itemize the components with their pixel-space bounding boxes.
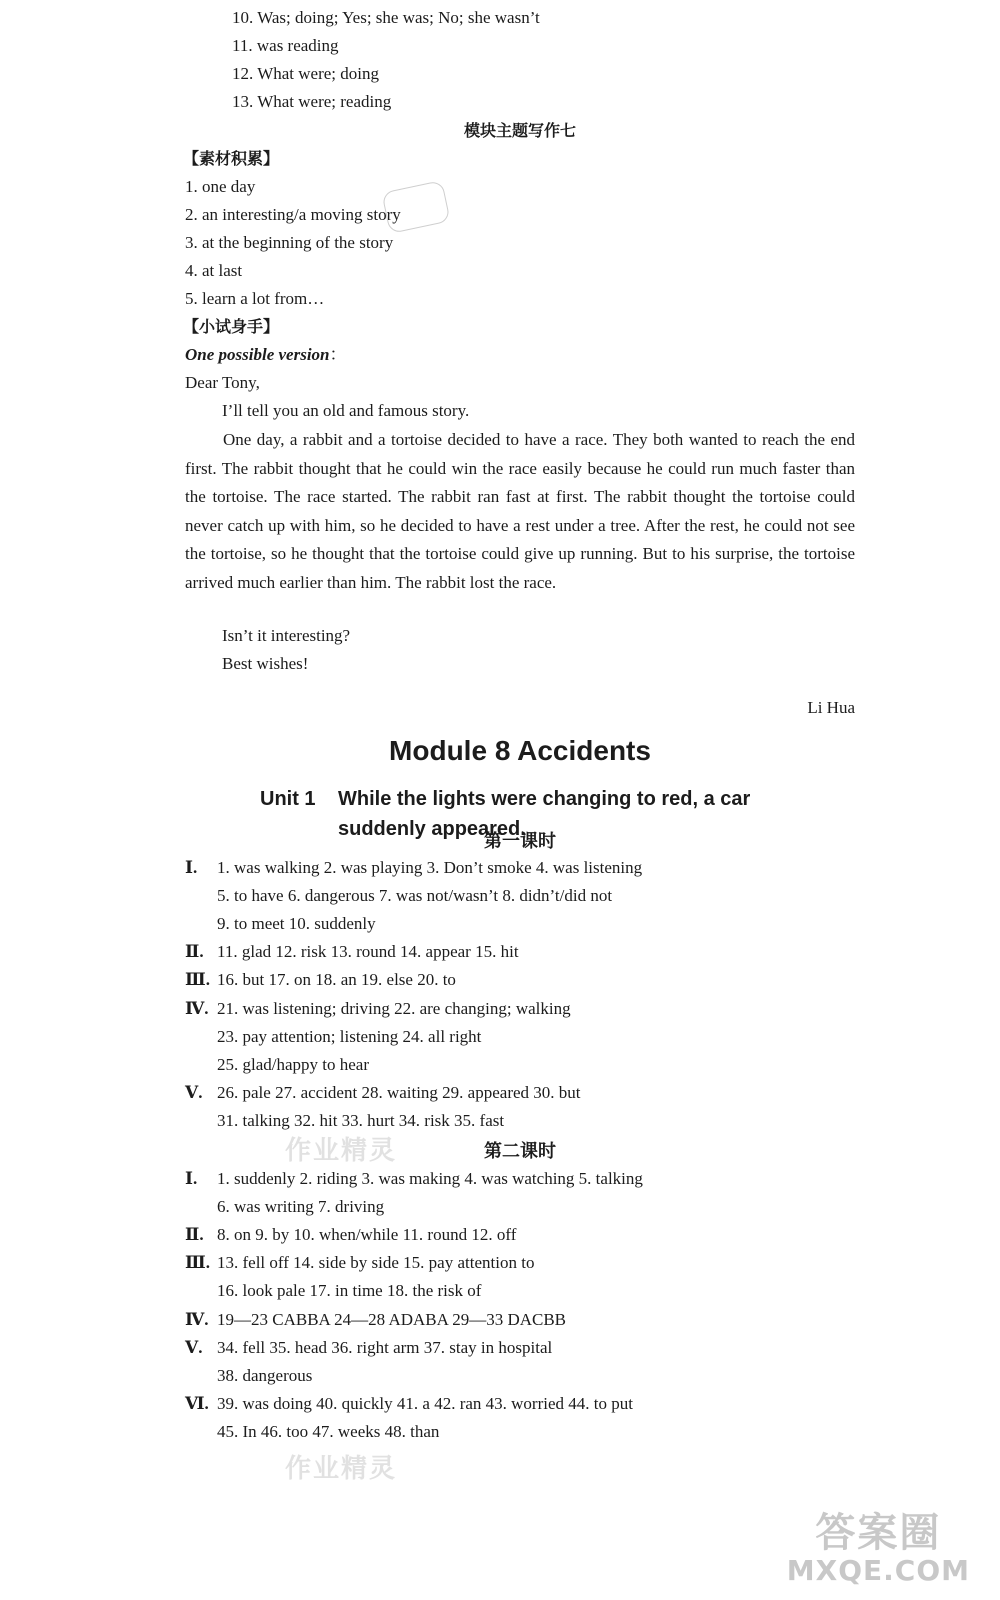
answer-row: 1. was walking 2. was playing 3. Don’t smoke 4. was listening: [217, 858, 643, 877]
roman-numeral: Ⅳ.: [185, 1309, 209, 1329]
answer-line: 10. Was; doing; Yes; she was; No; she wasn’t: [232, 8, 540, 27]
answer-row: 6. was writing 7. driving: [217, 1197, 385, 1217]
answer-row: 26. pale 27. accident 28. waiting 29. appeared 30. but: [217, 1082, 581, 1102]
answer-row: 5. to have 6. dangerous 7. was not/wasn’t 8. didn’t/did not: [217, 886, 613, 906]
answer-row: 16. but 17. on 18. an 19. else 20. to: [217, 970, 456, 990]
faint-stamp-mark: [381, 180, 450, 234]
watermark: 作业精灵: [285, 1454, 398, 1484]
lesson-title: 第二课时: [484, 1141, 556, 1162]
letter-paragraph: I’ll tell you an old and famous story.: [222, 401, 470, 420]
module-title: Module 8 Accidents: [389, 735, 651, 766]
try-section-header: 【小试身手】: [183, 317, 280, 336]
site-logo: [787, 1510, 970, 1586]
answer-line: 12. What were; doing: [232, 64, 379, 83]
roman-numeral: Ⅱ.: [185, 1225, 204, 1245]
answer-row: 21. was listening; driving 22. are changing; walking: [217, 998, 571, 1018]
roman-numeral: Ⅴ.: [185, 1082, 203, 1102]
answer-row: 45. In 46. too 47. weeks 48. than: [217, 1421, 440, 1441]
answer-line: 13. What were; reading: [232, 92, 392, 111]
roman-numeral: Ⅳ.: [185, 998, 209, 1018]
answer-line: 11. was reading: [232, 36, 339, 55]
answer-row: 11. glad 12. risk 13. round 14. appear 15. hit: [217, 942, 519, 962]
version-colon: ：: [329, 345, 347, 364]
letter-paragraph: Isn’t it interesting?: [222, 626, 351, 645]
answer-row: 1. suddenly 2. riding 3. was making 4. was watching 5. talking: [217, 1169, 643, 1188]
material-item: 3. at the beginning of the story: [185, 233, 394, 252]
letter-closing: Best wishes!: [222, 654, 309, 673]
roman-numeral: Ⅲ.: [185, 970, 210, 990]
unit-title-line2: suddenly appeared.: [338, 818, 526, 840]
unit-title-line1: While the lights were changing to red, a car: [338, 788, 751, 810]
version-label: One possible version: [185, 345, 330, 364]
answer-row: 39. was doing 40. quickly 41. a 42. ran 43. worried 44. to put: [217, 1393, 633, 1413]
answer-row: 19—23 CABBA 24—28 ADABA 29—33 DACBB: [217, 1309, 567, 1329]
writing-section-title: 模块主题写作七: [463, 121, 576, 140]
roman-numeral: Ⅰ.: [185, 1169, 198, 1188]
material-item: 5. learn a lot from…: [185, 289, 325, 308]
lesson-title: 第一课时: [484, 831, 556, 852]
unit-label: Unit 1: [260, 788, 316, 810]
letter-greeting: Dear Tony,: [185, 373, 260, 392]
material-section-header: 【素材积累】: [183, 149, 280, 168]
answer-row: 23. pay attention; listening 24. all right: [217, 1026, 482, 1046]
roman-numeral: Ⅴ.: [185, 1337, 203, 1357]
letter-story-paragraph: [185, 426, 855, 598]
answer-row: 31. talking 32. hit 33. hurt 34. risk 35. fast: [217, 1110, 505, 1130]
answer-row: 9. to meet 10. suddenly: [217, 914, 376, 934]
logo-text: 答案圈: [815, 1510, 942, 1556]
letter-signature: Li Hua: [807, 698, 855, 717]
material-item: 1. one day: [185, 177, 256, 196]
watermark: 作业精灵: [285, 1136, 398, 1166]
roman-numeral: Ⅰ.: [185, 858, 198, 877]
answer-row: 34. fell 35. head 36. right arm 37. stay in hospital: [217, 1337, 553, 1357]
material-item: 4. at last: [185, 261, 243, 280]
roman-numeral: Ⅲ.: [185, 1253, 210, 1273]
letter-story-text: One day, a rabbit and a tortoise decided to have a race. They both wanted to reach the end first. The rabbit thought that he could win the race easily because he could run much faster than the tortoise. The race started. The rabbit ran fast at first. The rabbit thought the tortoise could never catch up with him, so he decided to have a rest under a tree. After the rest, he could not see the tortoise, so he thought that the tortoise could give up running. But to his surprise, the tortoise arrived much earlier than him. The rabbit lost the race.: [185, 430, 855, 592]
logo-url: MXQE.COM: [786, 1554, 970, 1587]
answer-row: 13. fell off 14. side by side 15. pay attention to: [217, 1253, 535, 1273]
roman-numeral: Ⅱ.: [185, 942, 204, 962]
answer-row: 8. on 9. by 10. when/while 11. round 12. off: [217, 1225, 517, 1245]
version-label-line: [185, 341, 347, 369]
roman-numeral: Ⅵ.: [185, 1393, 209, 1413]
answer-row: 16. look pale 17. in time 18. the risk of: [217, 1281, 482, 1301]
material-item: 2. an interesting/a moving story: [185, 205, 401, 224]
answer-row: 25. glad/happy to hear: [217, 1054, 370, 1074]
answer-row: 38. dangerous: [217, 1365, 313, 1385]
